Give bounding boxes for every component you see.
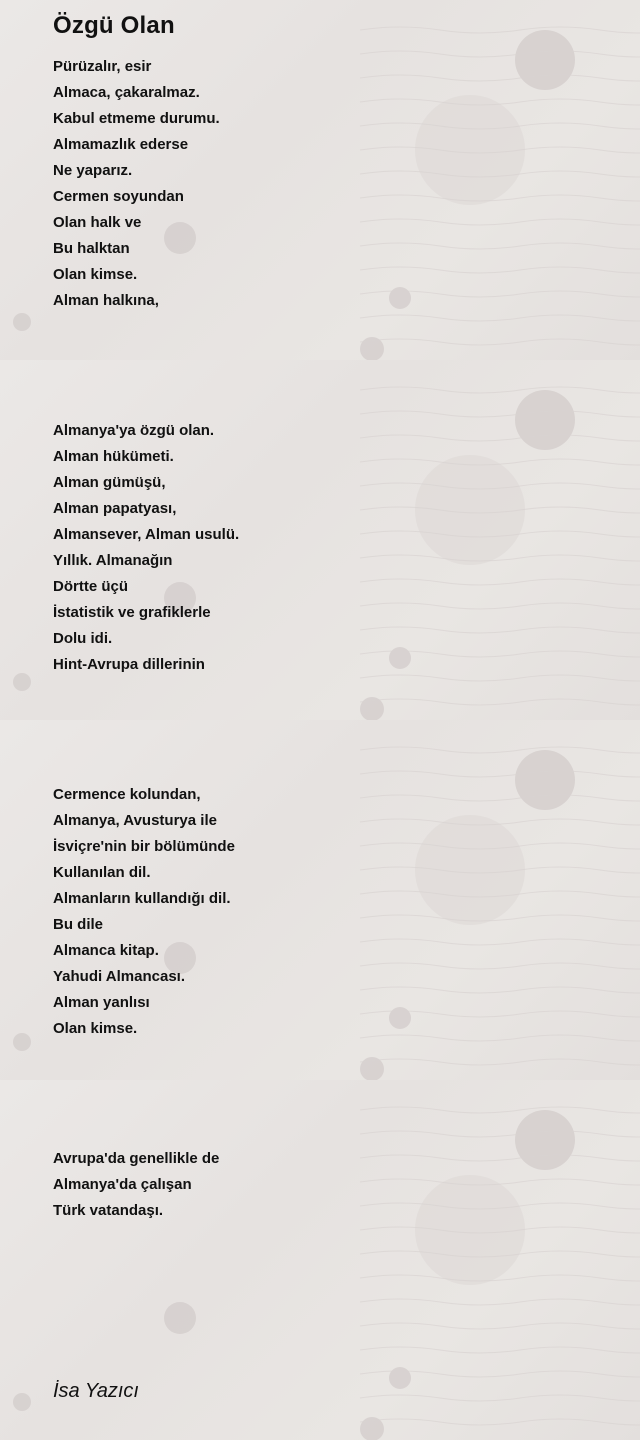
ink-blot [13, 313, 31, 331]
poem-line: Hint-Avrupa dillerinin [53, 656, 205, 673]
poem-title: Özgü Olan [53, 12, 175, 39]
poem-line: Almamazlık ederse [53, 136, 189, 153]
poem-line: Türk vatandaşı. [53, 1202, 164, 1219]
poem-line: Olan kimse. [53, 1020, 138, 1037]
poem-line: Yahudi Almancası. [53, 968, 185, 985]
stanza-gap [53, 314, 613, 418]
poem-line: Alman gümüşü, [53, 474, 166, 491]
poem-author: İsa Yazıcı [53, 1380, 139, 1402]
poem-line: Yıllık. Almanağın [53, 552, 173, 569]
script-line [360, 1323, 640, 1329]
poem-line: Bu dile [53, 916, 104, 933]
poem-line: Olan halk ve [53, 214, 142, 231]
stanza-gap [53, 678, 613, 782]
script-line [360, 1347, 640, 1353]
poem-line: Alman halkına, [53, 292, 159, 309]
poem-line: Cermen soyundan [53, 188, 184, 205]
stanza [53, 1146, 613, 1224]
poem-line: Cermence kolundan, [53, 786, 201, 803]
poem-line: Pürüzalır, esir [53, 58, 152, 75]
poem-line: Almanların kullandığı dil. [53, 890, 231, 907]
stanza [53, 782, 613, 1042]
ink-blot [13, 673, 31, 691]
ink-blot [13, 1033, 31, 1051]
ink-blot [13, 1393, 31, 1411]
poem-line: Bu halktan [53, 240, 130, 257]
poem-line: Almanya'ya özgü olan. [53, 422, 215, 439]
poem-line: İstatistik ve grafiklerle [53, 604, 211, 621]
poem-line: Almanca kitap. [53, 942, 159, 959]
poem-line: Alman papatyası, [53, 500, 177, 517]
poem-line: Almanya'da çalışan [53, 1176, 192, 1193]
poem-line: Olan kimse. [53, 266, 138, 283]
script-line [360, 1299, 640, 1305]
poem-body [53, 12, 613, 1224]
poem-stanzas [53, 54, 613, 1224]
poem-line: Dörtte üçü [53, 578, 128, 595]
poem-line: Dolu idi. [53, 630, 113, 647]
stanza [53, 54, 613, 314]
poem-line: Kullanılan dil. [53, 864, 151, 881]
stanza-gap [53, 1042, 613, 1146]
poem-line: Avrupa'da genellikle de [53, 1150, 220, 1167]
script-line [360, 1419, 640, 1425]
stanza [53, 418, 613, 678]
poem-line: Alman hükümeti. [53, 448, 174, 465]
ink-blot [389, 1367, 411, 1389]
poem-line: Almanya, Avusturya ile [53, 812, 217, 829]
poem-line: Kabul etmeme durumu. [53, 110, 220, 127]
poem-line: Ne yaparız. [53, 162, 133, 179]
poem-line: Almaca, çakaralmaz. [53, 84, 200, 101]
poem-line: Alman yanlısı [53, 994, 150, 1011]
script-line [360, 1395, 640, 1401]
ink-blot [164, 1302, 196, 1334]
poem-line: Almansever, Alman usulü. [53, 526, 240, 543]
poem-line: İsviçre'nin bir bölümünde [53, 838, 235, 855]
